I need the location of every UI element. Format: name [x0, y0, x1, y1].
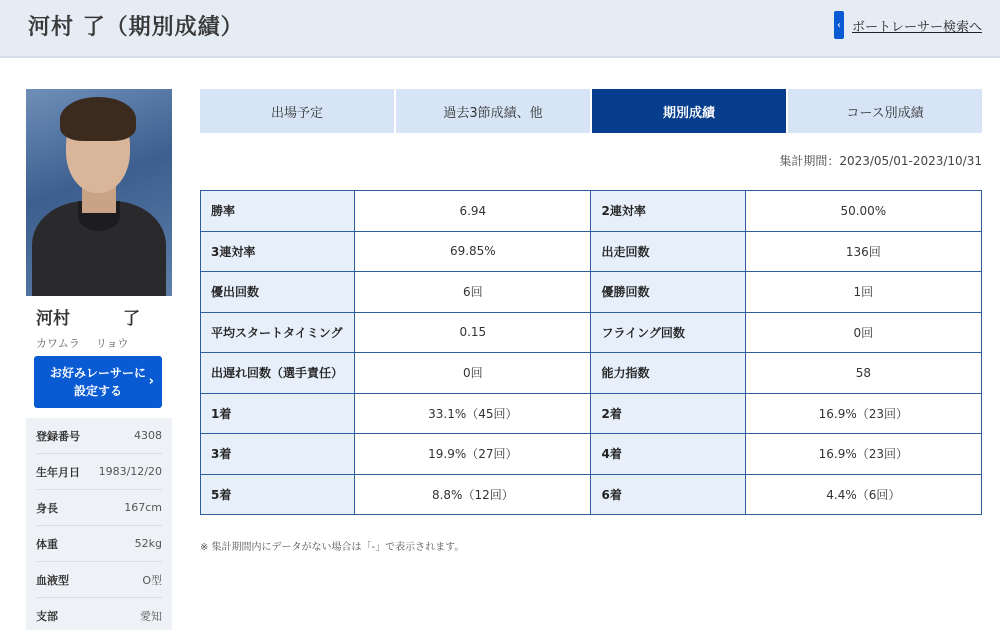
tab-period-results[interactable]: 期別成績 — [592, 89, 786, 133]
racer-name-kana — [36, 335, 162, 351]
page-header — [0, 0, 1000, 58]
racer-search-link[interactable] — [834, 11, 982, 39]
racer-given-kana: リョウ — [95, 337, 129, 350]
stat-label: 平均スタートタイミング — [201, 312, 355, 353]
info-row-branch: 支部 愛知 — [36, 598, 162, 630]
stat-label: 出走回数 — [591, 231, 745, 272]
racer-family-kana: カワムラ — [36, 337, 80, 350]
stat-value: 69.85% — [355, 231, 591, 272]
note-text: ※ 集計期間内にデータがない場合は「-」で表示されます。 — [200, 542, 465, 553]
info-row-birthdate: 生年月日 1983/12/20 — [36, 454, 162, 490]
info-row-registration: 登録番号 4308 — [36, 418, 162, 454]
stat-value: 19.9%（27回） — [355, 434, 591, 475]
stat-value: 0回 — [745, 312, 981, 353]
fav-button-line1: お好みレーサーに — [49, 366, 146, 380]
table-row — [201, 353, 982, 394]
table-row — [201, 393, 982, 434]
chevron-left-icon: ‹ — [834, 11, 844, 39]
tab-bar — [200, 89, 982, 133]
stat-value: 33.1%（45回） — [355, 393, 591, 434]
stats-table — [200, 190, 982, 515]
stat-label: 出遅れ回数（選手責任） — [201, 353, 355, 394]
info-row-blood-type: 血液型 O型 — [36, 562, 162, 598]
stat-label: 3着 — [201, 434, 355, 475]
table-row — [201, 474, 982, 515]
stat-value: 8.8%（12回） — [355, 474, 591, 515]
page-title: 河村 了（期別成績） — [28, 15, 244, 40]
racer-search-link-label[interactable]: ボートレーサー検索へ — [851, 19, 982, 35]
stat-label: 6着 — [591, 474, 745, 515]
set-favorite-button[interactable] — [34, 356, 162, 408]
stat-label: 能力指数 — [591, 353, 745, 394]
chevron-right-icon: › — [148, 374, 154, 389]
stat-label: 1着 — [201, 393, 355, 434]
stat-value: 0回 — [355, 353, 591, 394]
stat-value: 6.94 — [355, 191, 591, 232]
stat-label: 2連対率 — [591, 191, 745, 232]
stat-label: 2着 — [591, 393, 745, 434]
stat-label: フライング回数 — [591, 312, 745, 353]
stat-label: 5着 — [201, 474, 355, 515]
racer-info-list — [26, 418, 172, 630]
stat-value: 16.9%（23回） — [745, 393, 981, 434]
info-row-height: 身長 167cm — [36, 490, 162, 526]
stat-label: 優出回数 — [201, 272, 355, 313]
racer-family-name: 河村 — [36, 309, 70, 329]
info-row-weight: 体重 52kg — [36, 526, 162, 562]
stat-value: 6回 — [355, 272, 591, 313]
racer-photo — [26, 89, 172, 296]
stat-value: 50.00% — [745, 191, 981, 232]
stat-label: 3連対率 — [201, 231, 355, 272]
stat-value: 16.9%（23回） — [745, 434, 981, 475]
table-row — [201, 272, 982, 313]
stat-label: 勝率 — [201, 191, 355, 232]
table-row — [201, 312, 982, 353]
fav-button-line2: 設定する — [73, 384, 122, 398]
stat-value: 58 — [745, 353, 981, 394]
stat-value: 1回 — [745, 272, 981, 313]
stat-value: 0.15 — [355, 312, 591, 353]
table-row — [201, 434, 982, 475]
tab-upcoming[interactable]: 出場予定 — [200, 89, 394, 133]
tab-recent-results[interactable]: 過去3節成績、他 — [396, 89, 590, 133]
stat-value: 136回 — [745, 231, 981, 272]
stat-label: 4着 — [591, 434, 745, 475]
table-row — [201, 231, 982, 272]
stat-value: 4.4%（6回） — [745, 474, 981, 515]
tab-course-results[interactable]: コース別成績 — [788, 89, 982, 133]
racer-name — [36, 304, 140, 329]
stat-label: 優勝回数 — [591, 272, 745, 313]
racer-given-name: 了 — [123, 309, 140, 329]
table-row — [201, 191, 982, 232]
racer-profile — [26, 89, 172, 630]
racer-name-box — [26, 296, 172, 356]
period-label: 集計期間：2023/05/01-2023/10/31 — [779, 154, 982, 168]
